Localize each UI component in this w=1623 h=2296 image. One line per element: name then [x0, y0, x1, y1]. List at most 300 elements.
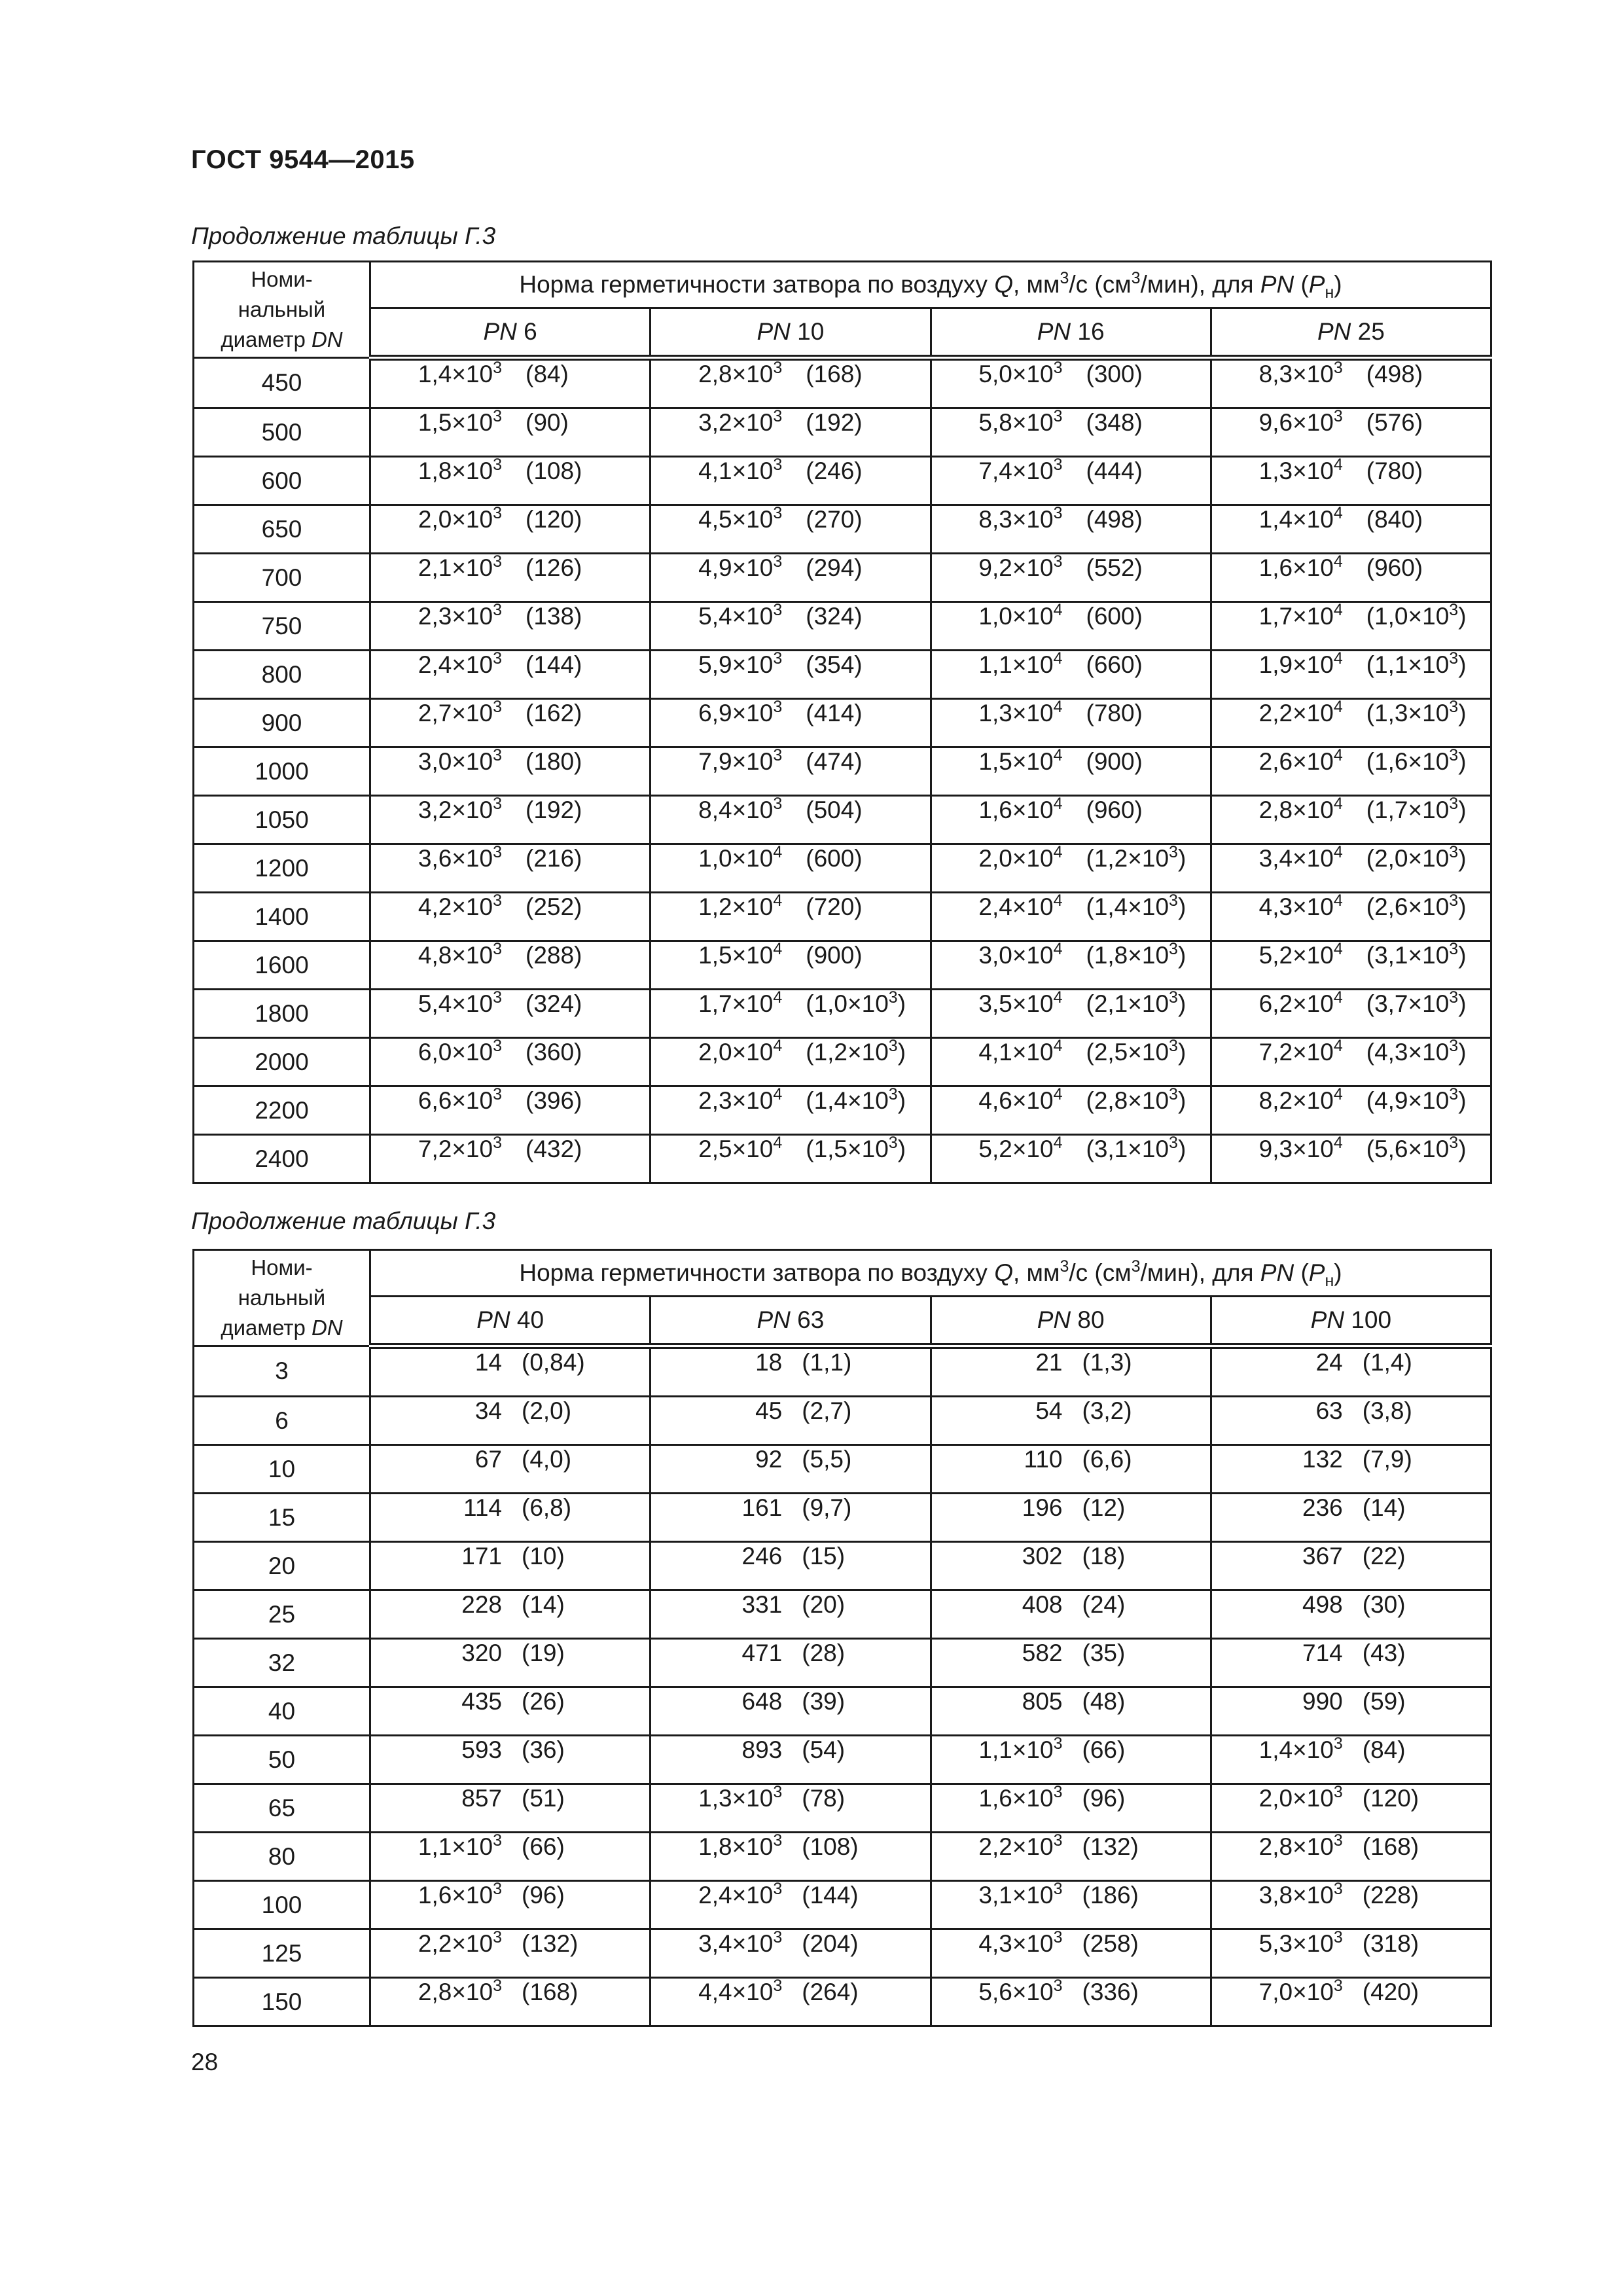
- flow-cm3min: (43): [1362, 1640, 1406, 1666]
- value-cell: [1211, 893, 1491, 941]
- dn-cell: 125: [194, 1929, 370, 1978]
- flow-mm3s: $1,4\times 10^3$: [418, 359, 502, 387]
- table-row: [194, 358, 1491, 408]
- dn-cell: 1800: [194, 990, 370, 1038]
- flow-cm3min: (228): [1362, 1882, 1419, 1909]
- flow-cm3min: (14): [522, 1591, 565, 1618]
- value-cell: [651, 1038, 931, 1086]
- flow-mm3s: 18: [755, 1349, 783, 1376]
- flow-cm3min: $(2,8\times 10^3)$: [1086, 1085, 1186, 1114]
- value-cell: [651, 990, 931, 1038]
- flow-cm3min: (204): [802, 1930, 859, 1957]
- flow-cm3min: (288): [526, 942, 582, 969]
- value-cell: [651, 1397, 931, 1445]
- flow-cm3min: (444): [1086, 457, 1143, 484]
- flow-mm3s: 45: [755, 1397, 783, 1424]
- value-cell: [370, 1784, 651, 1833]
- flow-mm3s: 228: [461, 1591, 502, 1618]
- table-row: [194, 1038, 1491, 1086]
- flow-cm3min: $(1,4\times 10^3)$: [806, 1085, 906, 1114]
- value-cell: [651, 844, 931, 893]
- flow-cm3min: (28): [802, 1640, 846, 1666]
- value-cell: [931, 1639, 1211, 1687]
- flow-mm3s: $7,2\times 10^4$: [1258, 1037, 1343, 1066]
- flow-mm3s: $7,9\times 10^3$: [698, 746, 783, 775]
- flow-cm3min: (318): [1362, 1930, 1419, 1957]
- flow-cm3min: $(5,6\times 10^3)$: [1366, 1134, 1467, 1162]
- document-header: ГОСТ 9544—2015: [191, 145, 415, 174]
- flow-mm3s: 857: [461, 1785, 502, 1812]
- flow-cm3min: (498): [1366, 361, 1423, 387]
- flow-mm3s: $1,3\times 10^4$: [1258, 456, 1343, 484]
- flow-mm3s: $2,4\times 10^3$: [698, 1880, 783, 1909]
- table2: [192, 1249, 1492, 2027]
- flow-cm3min: (1,4): [1362, 1349, 1412, 1376]
- value-cell: [931, 747, 1211, 796]
- page-number: 28: [191, 2049, 219, 2075]
- table-row: [194, 1736, 1491, 1784]
- main-header: Норма герметичности затвора по воздуху Q, $мм^3/с$ $(см^3/мин)$, для PN $(P_н)$: [370, 1250, 1491, 1297]
- value-cell: [651, 408, 931, 457]
- flow-cm3min: (2,7): [802, 1397, 852, 1424]
- value-cell: [1211, 457, 1491, 505]
- flow-cm3min: $(2,1\times 10^3)$: [1086, 988, 1186, 1017]
- flow-mm3s: $5,2\times 10^4$: [1258, 940, 1343, 969]
- flow-mm3s: $8,4\times 10^3$: [698, 795, 783, 823]
- value-cell: [931, 1833, 1211, 1881]
- flow-cm3min: (186): [1082, 1882, 1139, 1909]
- value-cell: [931, 1929, 1211, 1978]
- flow-mm3s: 320: [461, 1640, 502, 1666]
- flow-mm3s: $1,5\times 10^4$: [698, 940, 783, 969]
- table-row: [194, 1639, 1491, 1687]
- flow-mm3s: 236: [1302, 1494, 1343, 1521]
- dn-cell: 10: [194, 1445, 370, 1494]
- value-cell: [370, 1086, 651, 1135]
- value-cell: [1211, 844, 1491, 893]
- flow-cm3min: (22): [1362, 1543, 1406, 1570]
- value-cell: [1211, 554, 1491, 602]
- value-cell: [370, 893, 651, 941]
- flow-cm3min: (270): [806, 506, 863, 533]
- value-cell: [1211, 1881, 1491, 1929]
- value-cell: [370, 408, 651, 457]
- flow-cm3min: (168): [522, 1979, 579, 2005]
- flow-cm3min: (108): [802, 1833, 859, 1860]
- dn-cell: 2400: [194, 1135, 370, 1183]
- value-cell: [370, 941, 651, 990]
- flow-cm3min: (10): [522, 1543, 565, 1570]
- value-cell: [651, 1494, 931, 1542]
- flow-mm3s: 582: [1022, 1640, 1063, 1666]
- value-cell: [931, 893, 1211, 941]
- value-cell: [370, 651, 651, 699]
- value-cell: [651, 1135, 931, 1183]
- flow-mm3s: 14: [474, 1349, 502, 1376]
- flow-mm3s: $6,0\times 10^3$: [418, 1037, 502, 1066]
- flow-cm3min: (96): [522, 1882, 565, 1909]
- flow-mm3s: $5,2\times 10^4$: [978, 1134, 1063, 1162]
- pn-header-3: PN 100: [1211, 1297, 1491, 1346]
- flow-mm3s: 302: [1022, 1543, 1063, 1570]
- flow-mm3s: $9,2\times 10^3$: [978, 552, 1063, 581]
- flow-mm3s: $2,0\times 10^3$: [1258, 1783, 1343, 1812]
- flow-cm3min: $(2,6\times 10^3)$: [1366, 891, 1467, 920]
- pn-header-2: PN 80: [931, 1297, 1211, 1346]
- table2-body: [194, 1250, 1491, 2026]
- value-cell: [370, 1881, 651, 1929]
- flow-cm3min: (12): [1082, 1494, 1126, 1521]
- flow-cm3min: (6,8): [522, 1494, 572, 1521]
- flow-mm3s: $3,4\times 10^3$: [698, 1928, 783, 1957]
- flow-mm3s: $3,2\times 10^3$: [418, 795, 502, 823]
- table-row: [194, 457, 1491, 505]
- value-cell: [931, 1494, 1211, 1542]
- value-cell: [931, 1784, 1211, 1833]
- table-row: [194, 941, 1491, 990]
- flow-cm3min: (144): [526, 651, 582, 678]
- flow-mm3s: $1,7\times 10^4$: [698, 988, 783, 1017]
- value-cell: [1211, 1978, 1491, 2026]
- flow-mm3s: 171: [461, 1543, 502, 1570]
- value-cell: [651, 651, 931, 699]
- value-cell: [931, 457, 1211, 505]
- flow-mm3s: $2,2\times 10^4$: [1258, 698, 1343, 726]
- flow-cm3min: $(3,7\times 10^3)$: [1366, 988, 1467, 1017]
- flow-cm3min: (18): [1082, 1543, 1126, 1570]
- value-cell: [651, 1687, 931, 1736]
- table-row: [194, 651, 1491, 699]
- flow-mm3s: $1,3\times 10^4$: [978, 698, 1063, 726]
- flow-cm3min: $(2,0\times 10^3)$: [1366, 843, 1467, 872]
- value-cell: [651, 457, 931, 505]
- value-cell: [370, 1346, 651, 1397]
- flow-mm3s: $1,1\times 10^3$: [978, 1734, 1063, 1763]
- flow-mm3s: 593: [461, 1736, 502, 1763]
- value-cell: [931, 408, 1211, 457]
- value-cell: [370, 1038, 651, 1086]
- value-cell: [931, 1346, 1211, 1397]
- flow-mm3s: $1,6\times 10^3$: [978, 1783, 1063, 1812]
- flow-mm3s: $1,5\times 10^3$: [418, 407, 502, 436]
- flow-mm3s: $5,6\times 10^3$: [978, 1977, 1063, 2005]
- flow-mm3s: $1,4\times 10^3$: [1258, 1734, 1343, 1763]
- flow-cm3min: $(1,2\times 10^3)$: [806, 1037, 906, 1066]
- table-row: [194, 1542, 1491, 1590]
- flow-mm3s: $7,0\times 10^3$: [1258, 1977, 1343, 2005]
- flow-mm3s: $4,1\times 10^4$: [978, 1037, 1063, 1066]
- table-row: [194, 1135, 1491, 1183]
- value-cell: [651, 358, 931, 408]
- dn-cell: 900: [194, 699, 370, 747]
- flow-cm3min: (6,6): [1082, 1446, 1132, 1473]
- dn-cell: 65: [194, 1784, 370, 1833]
- flow-mm3s: $5,4\times 10^3$: [698, 601, 783, 630]
- table-row: [194, 1687, 1491, 1736]
- value-cell: [651, 1978, 931, 2026]
- flow-cm3min: $(1,1\times 10^3)$: [1366, 649, 1467, 678]
- flow-mm3s: $4,3\times 10^3$: [978, 1928, 1063, 1957]
- pn-header-1: PN 63: [651, 1297, 931, 1346]
- flow-cm3min: $(1,8\times 10^3)$: [1086, 940, 1186, 969]
- flow-mm3s: $8,3\times 10^3$: [978, 504, 1063, 533]
- table-row: [194, 699, 1491, 747]
- flow-mm3s: $1,3\times 10^3$: [698, 1783, 783, 1812]
- value-cell: [370, 1135, 651, 1183]
- dn-cell: 750: [194, 602, 370, 651]
- flow-cm3min: (660): [1086, 651, 1143, 678]
- flow-cm3min: (96): [1082, 1785, 1126, 1812]
- flow-cm3min: (162): [526, 700, 582, 726]
- flow-cm3min: $(1,7\times 10^3)$: [1366, 795, 1467, 823]
- flow-mm3s: $3,0\times 10^4$: [978, 940, 1063, 969]
- flow-mm3s: $3,6\times 10^3$: [418, 843, 502, 872]
- flow-cm3min: (780): [1086, 700, 1143, 726]
- pn-header-2: PN 16: [931, 308, 1211, 358]
- flow-cm3min: (294): [806, 554, 863, 581]
- flow-mm3s: 471: [741, 1640, 783, 1666]
- flow-cm3min: (36): [522, 1736, 565, 1763]
- flow-cm3min: (9,7): [802, 1494, 852, 1521]
- flow-mm3s: $2,2\times 10^3$: [418, 1928, 502, 1957]
- value-cell: [1211, 1346, 1491, 1397]
- value-cell: [931, 990, 1211, 1038]
- dn-cell: 800: [194, 651, 370, 699]
- value-cell: [651, 1639, 931, 1687]
- dn-cell: 600: [194, 457, 370, 505]
- flow-cm3min: (59): [1362, 1688, 1406, 1715]
- main-header: Норма герметичности затвора по воздуху Q, $мм^3/с$ $(см^3/мин)$, для PN $(P_н)$: [370, 262, 1491, 308]
- value-cell: [370, 358, 651, 408]
- flow-mm3s: $5,9\times 10^3$: [698, 649, 783, 678]
- flow-mm3s: $4,6\times 10^4$: [978, 1085, 1063, 1114]
- value-cell: [370, 699, 651, 747]
- flow-cm3min: (576): [1366, 409, 1423, 436]
- value-cell: [370, 1639, 651, 1687]
- flow-mm3s: 67: [474, 1446, 502, 1473]
- value-cell: [1211, 1833, 1491, 1881]
- dn-cell: 80: [194, 1833, 370, 1881]
- flow-cm3min: (144): [802, 1882, 859, 1909]
- value-cell: [1211, 1639, 1491, 1687]
- flow-cm3min: $(4,3\times 10^3)$: [1366, 1037, 1467, 1066]
- flow-mm3s: $2,8\times 10^4$: [1258, 795, 1343, 823]
- dn-cell: 15: [194, 1494, 370, 1542]
- flow-cm3min: $(1,2\times 10^3)$: [1086, 843, 1186, 872]
- flow-cm3min: (960): [1366, 554, 1423, 581]
- flow-mm3s: 21: [1035, 1349, 1063, 1376]
- value-cell: [651, 1833, 931, 1881]
- flow-cm3min: (324): [806, 603, 863, 630]
- table-row: [194, 1784, 1491, 1833]
- flow-cm3min: (120): [1362, 1785, 1419, 1812]
- table1-body: [194, 262, 1491, 1183]
- value-cell: [651, 1346, 931, 1397]
- flow-mm3s: $2,3\times 10^4$: [698, 1085, 783, 1114]
- value-cell: [370, 1736, 651, 1784]
- flow-cm3min: (5,5): [802, 1446, 852, 1473]
- flow-cm3min: (360): [526, 1039, 582, 1066]
- dn-cell: 1050: [194, 796, 370, 844]
- flow-mm3s: $6,2\times 10^4$: [1258, 988, 1343, 1017]
- flow-mm3s: $2,7\times 10^3$: [418, 698, 502, 726]
- dn-column-header: Номи- нальный диаметр DN: [194, 262, 370, 358]
- flow-mm3s: $2,0\times 10^3$: [418, 504, 502, 533]
- flow-cm3min: (552): [1086, 554, 1143, 581]
- dn-cell: 2000: [194, 1038, 370, 1086]
- flow-cm3min: (432): [526, 1136, 582, 1162]
- value-cell: [1211, 747, 1491, 796]
- dn-cell: 6: [194, 1397, 370, 1445]
- value-cell: [931, 844, 1211, 893]
- table-row: [194, 1929, 1491, 1978]
- flow-mm3s: $3,0\times 10^3$: [418, 746, 502, 775]
- value-cell: [931, 1590, 1211, 1639]
- dn-cell: 500: [194, 408, 370, 457]
- flow-mm3s: $1,5\times 10^4$: [978, 746, 1063, 775]
- flow-cm3min: (19): [522, 1640, 565, 1666]
- dn-cell: 700: [194, 554, 370, 602]
- flow-cm3min: (348): [1086, 409, 1143, 436]
- flow-cm3min: (216): [526, 845, 582, 872]
- dn-cell: 32: [194, 1639, 370, 1687]
- flow-cm3min: (192): [806, 409, 863, 436]
- value-cell: [931, 1542, 1211, 1590]
- flow-mm3s: $2,2\times 10^3$: [978, 1831, 1063, 1860]
- flow-mm3s: $7,2\times 10^3$: [418, 1134, 502, 1162]
- value-cell: [1211, 1784, 1491, 1833]
- flow-cm3min: (600): [806, 845, 863, 872]
- value-cell: [651, 699, 931, 747]
- flow-mm3s: 648: [741, 1688, 783, 1715]
- flow-mm3s: $8,3\times 10^3$: [1258, 359, 1343, 387]
- value-cell: [651, 747, 931, 796]
- flow-cm3min: (66): [1082, 1736, 1126, 1763]
- flow-cm3min: (24): [1082, 1591, 1126, 1618]
- flow-cm3min: (600): [1086, 603, 1143, 630]
- table-row: [194, 844, 1491, 893]
- dn-cell: 1200: [194, 844, 370, 893]
- flow-cm3min: (132): [522, 1930, 579, 1957]
- flow-mm3s: $1,0\times 10^4$: [698, 843, 783, 872]
- value-cell: [931, 941, 1211, 990]
- value-cell: [651, 1445, 931, 1494]
- flow-cm3min: (258): [1082, 1930, 1139, 1957]
- value-cell: [370, 602, 651, 651]
- flow-cm3min: (132): [1082, 1833, 1139, 1860]
- flow-cm3min: (264): [802, 1979, 859, 2005]
- flow-mm3s: 54: [1035, 1397, 1063, 1424]
- flow-mm3s: $5,4\times 10^3$: [418, 988, 502, 1017]
- flow-mm3s: $2,4\times 10^3$: [418, 649, 502, 678]
- value-cell: [370, 1833, 651, 1881]
- flow-mm3s: $1,4\times 10^4$: [1258, 504, 1343, 533]
- flow-mm3s: $2,8\times 10^3$: [1258, 1831, 1343, 1860]
- table-row: [194, 505, 1491, 554]
- flow-cm3min: (414): [806, 700, 863, 726]
- flow-cm3min: (3,2): [1082, 1397, 1132, 1424]
- value-cell: [1211, 1135, 1491, 1183]
- flow-mm3s: $2,6\times 10^4$: [1258, 746, 1343, 775]
- value-cell: [651, 941, 931, 990]
- flow-mm3s: $7,4\times 10^3$: [978, 456, 1063, 484]
- flow-cm3min: $(3,1\times 10^3)$: [1086, 1134, 1186, 1162]
- value-cell: [931, 602, 1211, 651]
- flow-mm3s: $3,4\times 10^4$: [1258, 843, 1343, 872]
- pn-header-3: PN 25: [1211, 308, 1491, 358]
- flow-mm3s: $4,9\times 10^3$: [698, 552, 783, 581]
- flow-cm3min: $(1,5\times 10^3)$: [806, 1134, 906, 1162]
- flow-cm3min: (126): [526, 554, 582, 581]
- table1: [192, 260, 1492, 1184]
- flow-mm3s: 34: [474, 1397, 502, 1424]
- value-cell: [931, 651, 1211, 699]
- value-cell: [370, 796, 651, 844]
- flow-cm3min: (396): [526, 1087, 582, 1114]
- flow-mm3s: $1,9\times 10^4$: [1258, 649, 1343, 678]
- flow-cm3min: (498): [1086, 506, 1143, 533]
- flow-cm3min: (192): [526, 797, 582, 823]
- flow-cm3min: (108): [526, 457, 582, 484]
- flow-cm3min: $(1,4\times 10^3)$: [1086, 891, 1186, 920]
- flow-cm3min: (120): [526, 506, 582, 533]
- flow-mm3s: $5,3\times 10^3$: [1258, 1928, 1343, 1957]
- flow-mm3s: $1,6\times 10^4$: [1258, 552, 1343, 581]
- flow-cm3min: (3,8): [1362, 1397, 1412, 1424]
- table-row: [194, 990, 1491, 1038]
- flow-mm3s: $3,1\times 10^3$: [978, 1880, 1063, 1909]
- value-cell: [1211, 990, 1491, 1038]
- flow-cm3min: (252): [526, 893, 582, 920]
- flow-mm3s: 893: [741, 1736, 783, 1763]
- flow-mm3s: $1,6\times 10^4$: [978, 795, 1063, 823]
- value-cell: [370, 844, 651, 893]
- flow-mm3s: $4,4\times 10^3$: [698, 1977, 783, 2005]
- flow-cm3min: (26): [522, 1688, 565, 1715]
- flow-mm3s: $1,7\times 10^4$: [1258, 601, 1343, 630]
- flow-mm3s: $9,3\times 10^4$: [1258, 1134, 1343, 1162]
- flow-mm3s: 161: [741, 1494, 783, 1521]
- value-cell: [931, 1687, 1211, 1736]
- flow-cm3min: (1,3): [1082, 1349, 1132, 1376]
- flow-mm3s: $6,6\times 10^3$: [418, 1085, 502, 1114]
- value-cell: [1211, 1687, 1491, 1736]
- flow-mm3s: 132: [1302, 1446, 1343, 1473]
- flow-mm3s: 110: [1024, 1446, 1063, 1473]
- value-cell: [651, 1881, 931, 1929]
- flow-mm3s: 196: [1022, 1494, 1063, 1521]
- flow-cm3min: (66): [522, 1833, 565, 1860]
- flow-cm3min: (324): [526, 990, 582, 1017]
- value-cell: [370, 1929, 651, 1978]
- table-row: [194, 1833, 1491, 1881]
- value-cell: [1211, 699, 1491, 747]
- table-row: [194, 602, 1491, 651]
- flow-cm3min: (7,9): [1362, 1446, 1412, 1473]
- value-cell: [1211, 1590, 1491, 1639]
- flow-mm3s: 408: [1022, 1591, 1063, 1618]
- flow-cm3min: $(1,3\times 10^3)$: [1366, 698, 1467, 726]
- value-cell: [931, 358, 1211, 408]
- flow-cm3min: (354): [806, 651, 863, 678]
- flow-cm3min: (35): [1082, 1640, 1126, 1666]
- flow-cm3min: (39): [802, 1688, 846, 1715]
- value-cell: [1211, 1038, 1491, 1086]
- table-row: [194, 1590, 1491, 1639]
- flow-mm3s: 805: [1022, 1688, 1063, 1715]
- value-cell: [651, 1784, 931, 1833]
- value-cell: [931, 1445, 1211, 1494]
